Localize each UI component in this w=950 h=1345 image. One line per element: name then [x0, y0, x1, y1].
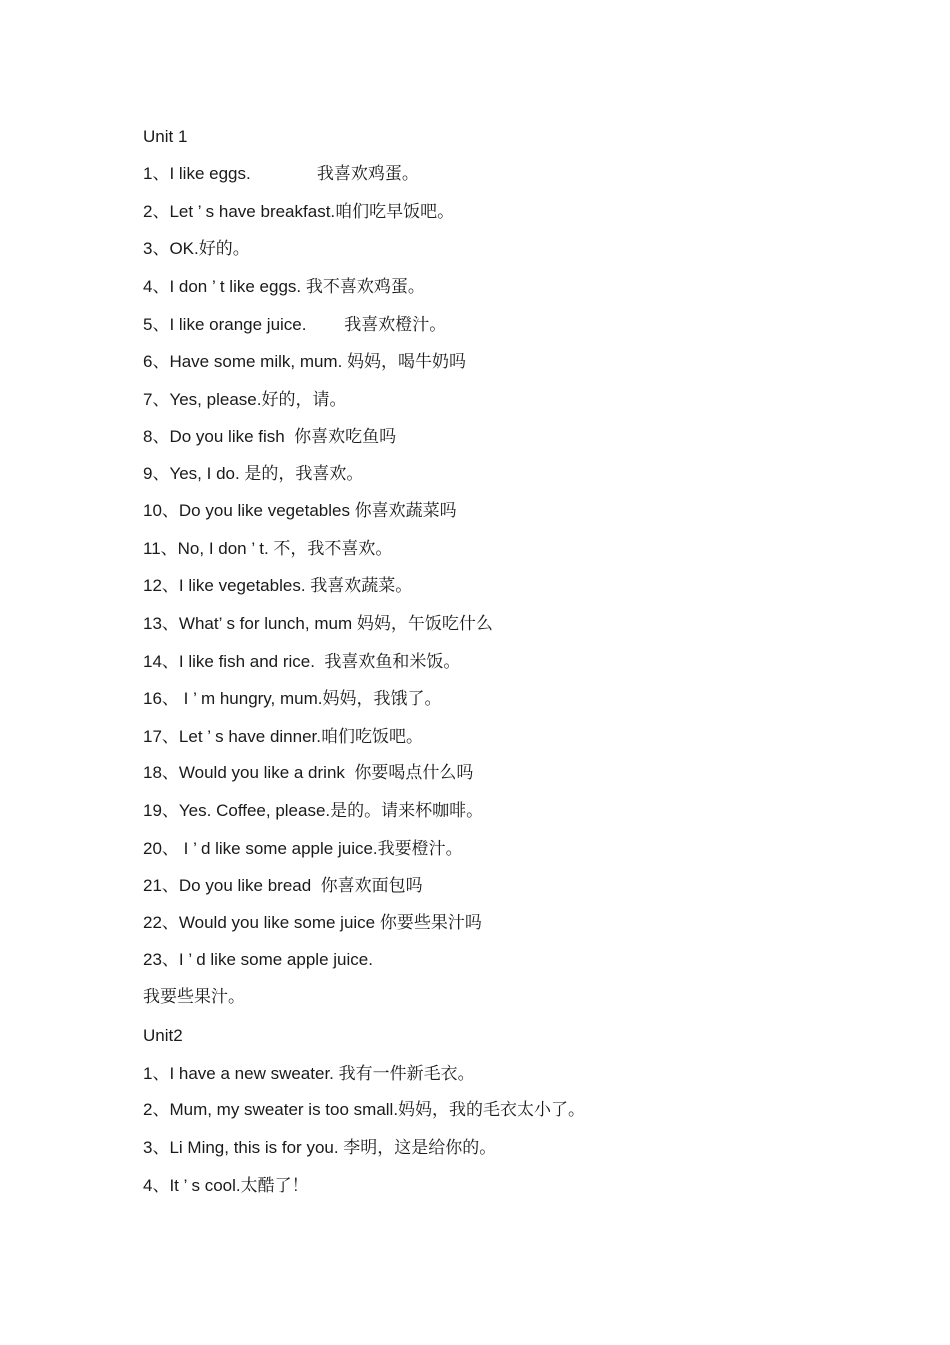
sentence-line: 3、OK.好的。	[143, 239, 250, 258]
sentence-line: 2、Mum, my sweater is too small.妈妈，我的毛衣太小了。	[143, 1100, 586, 1119]
sentence-line: 3、Li Ming, this is for you. 李明，这是给你的。	[143, 1138, 497, 1157]
sentence-line: 17、Let ’ s have dinner.咱们吃饭吧。	[143, 727, 423, 746]
unit1-heading: Unit 1	[143, 127, 188, 146]
sentence-continuation: 我要些果汁。	[143, 987, 245, 1006]
sentence-line: 1、I like eggs. 我喜欢鸡蛋。	[143, 164, 419, 183]
sentence-line: 13、What’ s for lunch, mum 妈妈，午饭吃什么	[143, 614, 493, 633]
sentence-line: 12、I like vegetables. 我喜欢蔬菜。	[143, 576, 413, 595]
sentence-line: 7、Yes, please.好的，请。	[143, 390, 347, 409]
sentence-line: 9、Yes, I do. 是的，我喜欢。	[143, 464, 364, 483]
sentence-line: 4、It ’ s cool.太酷了！	[143, 1176, 309, 1195]
sentence-line: 1、I have a new sweater. 我有一件新毛衣。	[143, 1064, 475, 1083]
sentence-line: 20、 I ’ d like some apple juice.我要橙汁。	[143, 839, 463, 858]
sentence-line: 23、I ’ d like some apple juice.	[143, 950, 373, 969]
sentence-line: 2、Let ’ s have breakfast.咱们吃早饭吧。	[143, 202, 455, 221]
sentence-line: 14、I like fish and rice. 我喜欢鱼和米饭。	[143, 652, 461, 671]
sentence-line: 4、I don ’ t like eggs. 我不喜欢鸡蛋。	[143, 277, 425, 296]
sentence-line: 5、I like orange juice. 我喜欢橙汁。	[143, 315, 447, 334]
sentence-line: 18、Would you like a drink 你要喝点什么吗	[143, 763, 474, 782]
sentence-line: 6、Have some milk, mum. 妈妈，喝牛奶吗	[143, 352, 467, 371]
sentence-line: 21、Do you like bread 你喜欢面包吗	[143, 876, 423, 895]
sentence-line: 8、Do you like fish 你喜欢吃鱼吗	[143, 427, 397, 446]
sentence-line: 11、No, I don ’ t. 不，我不喜欢。	[143, 539, 393, 558]
unit2-heading: Unit2	[143, 1026, 183, 1045]
sentence-line: 22、Would you like some juice 你要些果汁吗	[143, 913, 482, 932]
sentence-line: 10、Do you like vegetables 你喜欢蔬菜吗	[143, 501, 457, 520]
sentence-line: 16、 I ’ m hungry, mum.妈妈，我饿了。	[143, 689, 442, 708]
sentence-line: 19、Yes. Coffee, please.是的。请来杯咖啡。	[143, 801, 484, 820]
